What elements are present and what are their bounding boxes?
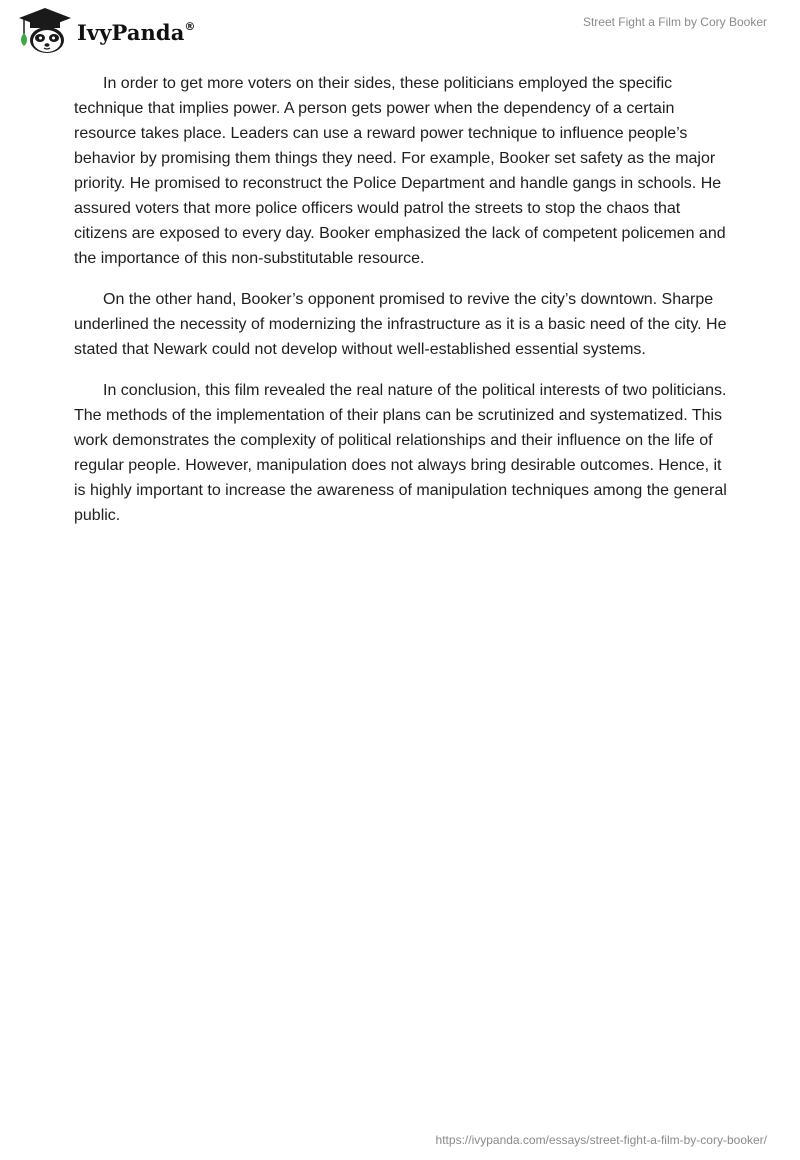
document-title: Street Fight a Film by Cory Booker bbox=[582, 15, 767, 29]
paragraph: In order to get more voters on their sides, these politicians employed the specific technique that implies power. A person gets power when the dependency of a certain resource takes place. Leaders can use a reward power technique to influence people’s behavior by promising them things they need. For example, Booker set safety as the major priority. He promised to reconstruct the Police Department and handle gangs in schools. He assured voters that more police officers would patrol the streets to stop the chaos that citizens are exposed to every day. Booker emphasized the lack of competent policemen and the importance of this non-substitutable resource. bbox=[74, 75, 726, 267]
registered-mark: ® bbox=[184, 19, 196, 33]
page-header bbox=[0, 0, 800, 60]
paragraph: In conclusion, this film revealed the real nature of the political interests of two politicians. The methods of the implementation of their plans can be scrutinized and systematized. This work demonstrates the complexity of political relationships and their influence on the life of regular people. However, manipulation does not always bring desirable outcomes. Hence, it is highly important to increase the awareness of manipulation techniques among the general public. bbox=[74, 382, 727, 524]
source-url-link[interactable]: https://ivypanda.com/essays/street-fight-a-film-by-cory-booker/ bbox=[435, 1133, 767, 1147]
ivypanda-logo[interactable] bbox=[15, 6, 196, 56]
essay-body bbox=[74, 71, 730, 544]
brand-name: IvyPanda® bbox=[77, 19, 196, 45]
paragraph: On the other hand, Booker’s opponent promised to revive the city’s downtown. Sharpe underlined the necessity of modernizing the infrastructure as it is a basic need of the city. He stated that Newark could not develop without well-established essential systems. bbox=[74, 291, 727, 358]
panda-graduate-icon bbox=[15, 6, 75, 56]
